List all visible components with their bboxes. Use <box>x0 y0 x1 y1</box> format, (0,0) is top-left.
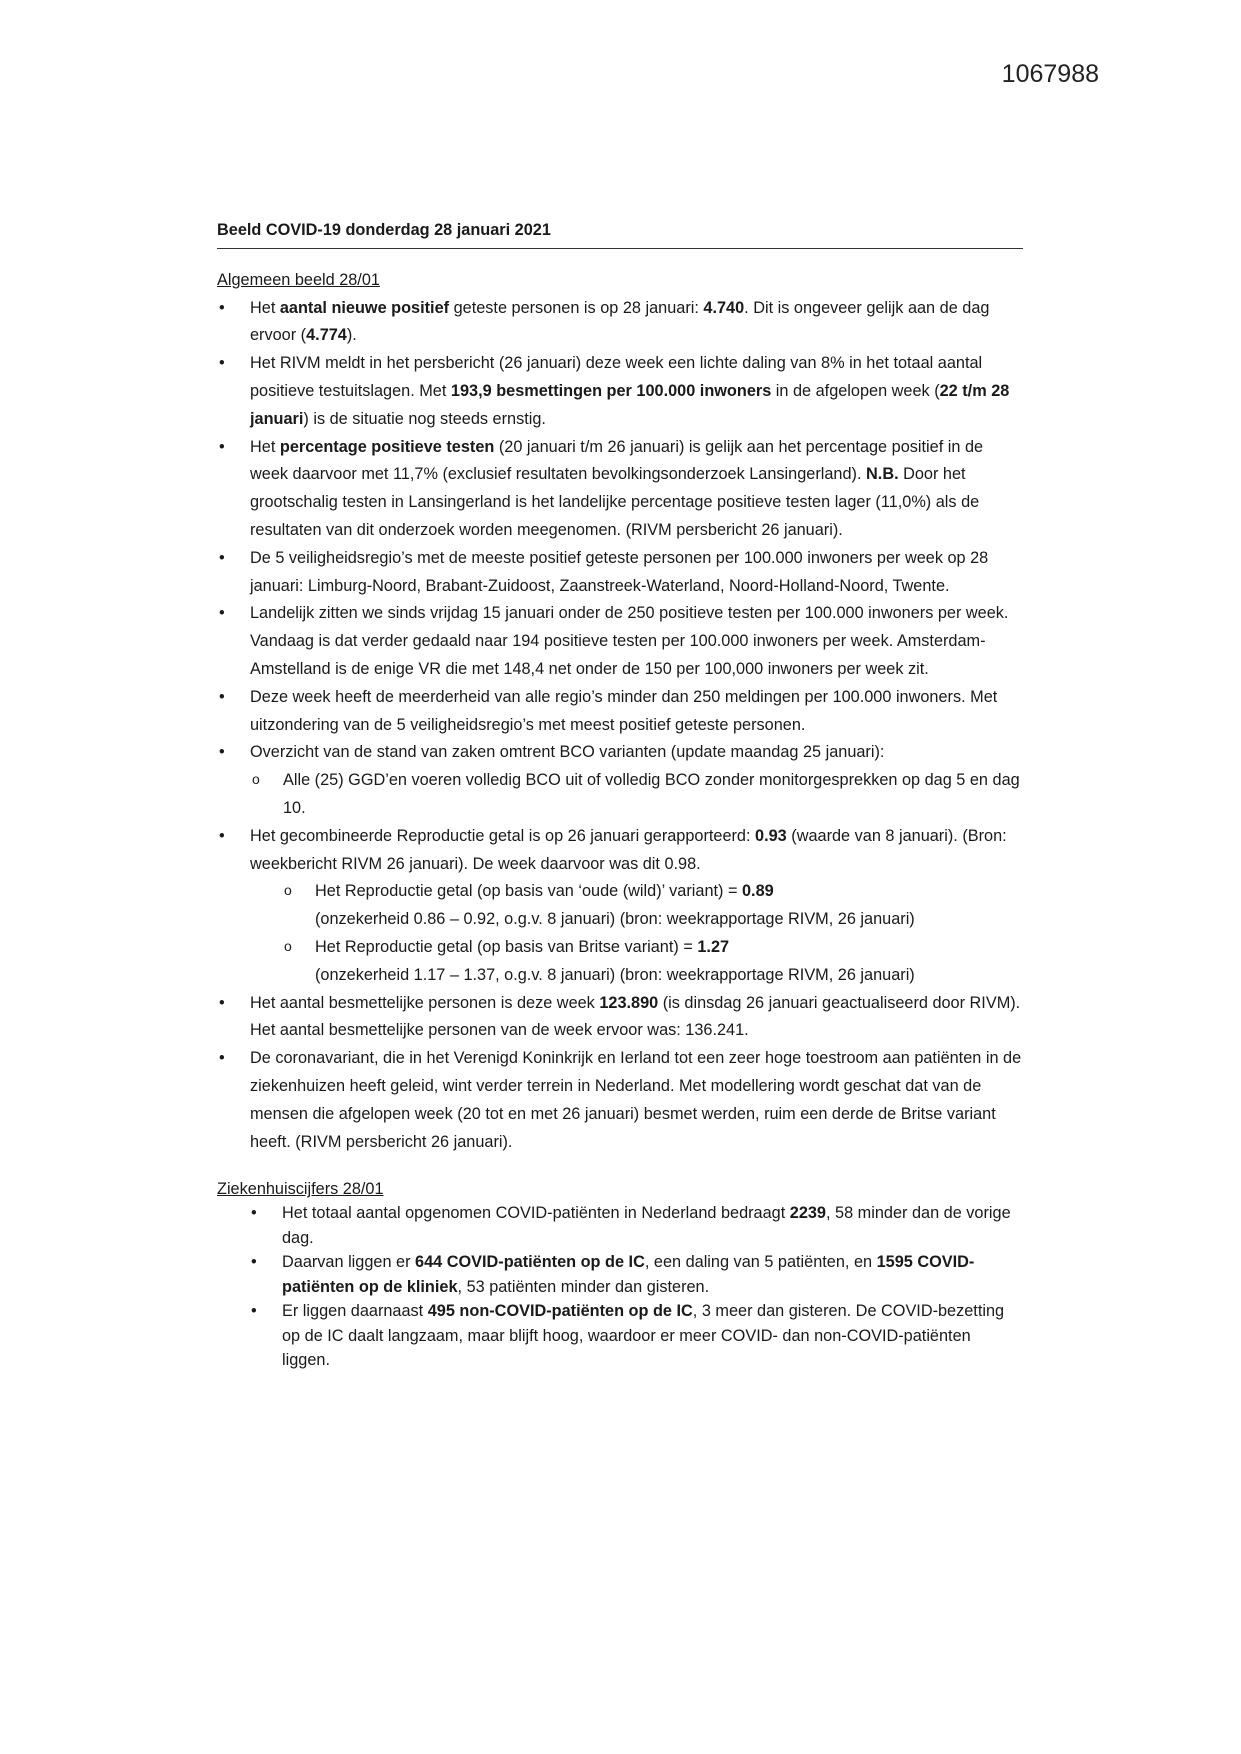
text-run: Het <box>250 298 280 317</box>
text-run: Deze week heeft de meerderheid van alle regio’s minder dan 250 meldingen per 100.000 inwoners. Met uitzondering van de 5 veiligheidsregio’s met meest positief geteste personen. <box>250 687 998 734</box>
text-run: , 53 patiënten minder dan gisteren. <box>457 1277 710 1296</box>
bold-text: 644 COVID-patiënten op de IC <box>415 1253 645 1272</box>
document-id: 1067988 <box>1001 60 1099 88</box>
algemeen-bullet-item <box>217 350 1023 433</box>
text-run: Het gecombineerde Reproductie getal is op 26 januari gerapporteerd: <box>250 826 756 845</box>
bold-text: 1.27 <box>697 937 730 956</box>
bold-text: 22 t/m 28 januari <box>250 381 1010 428</box>
text-run: (is dinsdag 26 januari geactualiseerd door RIVM). Het aantal besmettelijke personen van de week ervoor was: 136.241. <box>250 993 1021 1040</box>
text-run: ) is de situatie nog steeds ernstig. <box>303 409 546 428</box>
algemeen-bullet-item <box>217 295 1023 351</box>
uncertainty-note: (onzekerheid 1.17 – 1.37, o.g.v. 8 januari) (bron: weekrapportage RIVM, 26 januari) <box>315 965 915 984</box>
text-run: Het Reproductie getal (op basis van ‘oude (wild)’ variant) = <box>315 882 742 901</box>
ziekenhuis-bullet-list <box>217 1201 1023 1373</box>
text-run: Landelijk zitten we sinds vrijdag 15 januari onder de 250 positieve testen per 100.000 inwoners per week. Vandaag is dat verder gedaald naar 194 positieve testen per 100.000 inwoners per week. Amsterdam-Amstelland is de enige VR die met 148,4 net onder de 150 per 100,000 inwoners per week zit. <box>250 604 1009 678</box>
text-run: Het <box>250 437 280 456</box>
text-run: , 3 meer dan gisteren. De COVID-bezetting op de IC daalt langzaam, maar blijft hoog, waardoor er meer COVID- dan non-COVID-patiënten liggen. <box>282 1302 1005 1370</box>
text-run: . Dit is ongeveer gelijk aan de dag ervoor ( <box>250 298 990 345</box>
text-run: in de afgelopen week ( <box>771 381 940 400</box>
section-algemeen <box>217 267 1023 1157</box>
section-heading-ziekenhuiscijfers: Ziekenhuiscijfers 28/01 <box>217 1180 384 1199</box>
text-run: De coronavariant, die in het Verenigd Koninkrijk en Ierland tot een zeer hoge toestroom aan patiënten in de ziekenhuizen heeft geleid, wint verder terrein in Nederland. Met modellering wordt geschat dat van de mensen die afgelopen week (20 tot en met 26 januari) besmet werden, ruim een derde de Britse variant heeft. (RIVM persbericht 26 januari). <box>250 1049 1022 1151</box>
text-run: Door het grootschalig testen in Lansingerland is het landelijke percentage positieve testen lager (11,0%) als de resultaten van dit onderzoek worden meegenomen. (RIVM persbericht 26 januari). <box>250 465 980 539</box>
bold-text: 123.890 <box>599 993 659 1012</box>
uncertainty-note: (onzekerheid 0.86 – 0.92, o.g.v. 8 januari) (bron: weekrapportage RIVM, 26 januari) <box>315 910 915 929</box>
text-run: Het totaal aantal opgenomen COVID-patiënten in Nederland bedraagt <box>282 1204 790 1223</box>
bold-text: 2239 <box>789 1204 826 1223</box>
algemeen-bullet-item <box>217 434 1023 545</box>
section-heading-algemeen: Algemeen beeld 28/01 <box>217 270 380 289</box>
sub-bullet-list <box>250 878 1023 989</box>
bold-text: 193,9 besmettingen per 100.000 inwoners <box>450 381 772 400</box>
text-run: Alle (25) GGD’en voeren volledig BCO uit of volledig BCO zonder monitorgesprekken op dag 5 en dag 10. <box>283 771 1020 817</box>
section-ziekenhuiscijfers <box>217 1177 1023 1373</box>
algemeen-bullet-item <box>217 684 1023 740</box>
bold-text: 4.740 <box>703 298 745 317</box>
algemeen-bullet-item <box>217 823 1023 990</box>
sub-bullet-item <box>250 767 1023 823</box>
text-run: ). <box>346 326 357 345</box>
bold-text: N.B. <box>866 465 899 484</box>
text-run: , 58 minder dan de vorige dag. <box>282 1204 1011 1247</box>
bold-text: percentage positieve testen <box>279 437 495 456</box>
bold-text: 4.774 <box>306 326 347 345</box>
algemeen-bullet-item <box>217 739 1023 822</box>
ziekenhuis-bullet-item <box>217 1250 1023 1299</box>
bold-text: 0.93 <box>755 826 787 845</box>
document-title: Beeld COVID-19 donderdag 28 januari 2021 <box>217 217 1023 249</box>
sub-bullet-item <box>282 878 1023 934</box>
algemeen-bullet-item <box>217 990 1023 1046</box>
algemeen-bullet-item <box>217 1045 1023 1156</box>
text-run: Het RIVM meldt in het persbericht (26 januari) deze week een lichte daling van 8% in het totaal aantal positieve testuitslagen. Met <box>250 354 983 400</box>
bold-text: aantal nieuwe positief <box>279 298 450 317</box>
text-run: , een daling van 5 patiënten, en <box>644 1253 877 1272</box>
text-run: geteste personen is op 28 januari: <box>449 298 704 317</box>
text-run: Het Reproductie getal (op basis van Britse variant) = <box>315 937 698 956</box>
ziekenhuis-bullet-item <box>217 1201 1023 1250</box>
text-run: (20 januari t/m 26 januari) is gelijk aan het percentage positief in de week daarvoor met 11,7% (exclusief resultaten bevolkingsonderzoek Lansingerland). <box>250 437 984 484</box>
text-run: De 5 veiligheidsregio’s met de meeste positief geteste personen per 100.000 inwoners per week op 28 januari: Limburg-Noord, Brabant-Zuidoost, Zaanstreek-Waterland, Noord-Holland-Noord, Twente. <box>250 548 989 595</box>
algemeen-bullet-list <box>217 295 1023 1157</box>
bold-text: 495 non-COVID-patiënten op de IC <box>427 1302 693 1321</box>
ziekenhuis-bullet-item <box>217 1299 1023 1373</box>
text-run: (waarde van 8 januari). (Bron: weekbericht RIVM 26 januari). De week daarvoor was dit 0.98. <box>250 826 1007 873</box>
text-run: Het aantal besmettelijke personen is deze week <box>250 993 600 1012</box>
algemeen-bullet-item <box>217 600 1023 683</box>
bold-text: 0.89 <box>742 882 774 901</box>
algemeen-bullet-item <box>217 545 1023 601</box>
text-run: Overzicht van de stand van zaken omtrent BCO varianten (update maandag 25 januari): <box>250 743 885 762</box>
sub-bullet-list <box>250 767 1023 823</box>
document-body <box>217 217 1023 1373</box>
bold-text: 1595 COVID-patiënten op de kliniek <box>282 1253 975 1296</box>
sub-bullet-item <box>282 934 1023 990</box>
text-run: Er liggen daarnaast <box>282 1302 428 1321</box>
text-run: Daarvan liggen er <box>282 1253 416 1272</box>
